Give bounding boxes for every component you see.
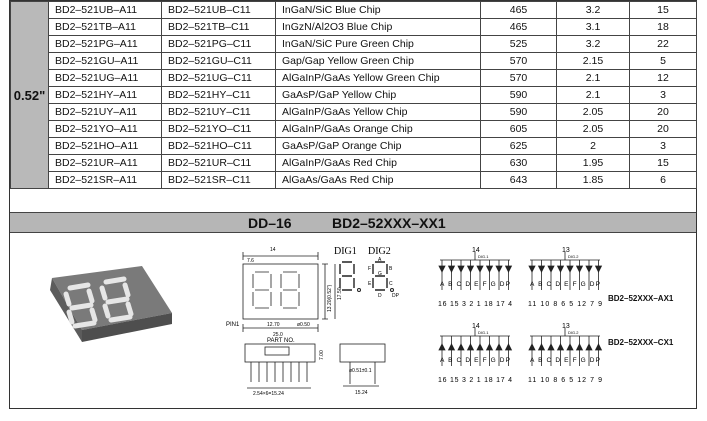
ax-part-label: BD2–52XXX–AX1	[608, 294, 674, 303]
forward-voltage-cell: 2.05	[557, 104, 630, 121]
dim-side2: ø0.51±0.1	[349, 368, 372, 374]
dim-h2: 17.50	[337, 287, 343, 300]
spec-table	[10, 1, 697, 189]
dim-w1: 12.70	[267, 322, 280, 328]
wavelength-cell: 590	[481, 104, 557, 121]
cathode-part-cell: BD2–521PG–C11	[162, 36, 276, 53]
ax-dig1-sub: DIG.1	[478, 254, 489, 259]
ax-com2: 13	[562, 247, 570, 254]
luminous-intensity-cell: 22	[630, 36, 697, 53]
diode-symbol	[529, 344, 535, 350]
wavelength-cell: 570	[481, 70, 557, 87]
anode-part-cell: BD2–521PG–A11	[49, 36, 162, 53]
anode-part-cell: BD2–521UB–A11	[49, 2, 162, 19]
cathode-part-cell: BD2–521HY–C11	[162, 87, 276, 104]
diode-symbol	[496, 344, 502, 350]
wavelength-cell: 643	[481, 172, 557, 189]
spec-row	[11, 19, 697, 36]
ax-segments-1: A B C D E F G DP	[440, 281, 510, 288]
cx-pins-2: 11 10 8 6 5 12 7 9	[528, 377, 602, 384]
cx-segments-1: A B C D E F G DP	[440, 357, 510, 364]
chip-material-cell: AlGaInP/GaAs Yellow Green Chip	[276, 70, 481, 87]
diode-symbol	[596, 344, 602, 350]
luminous-intensity-cell: 20	[630, 121, 697, 138]
seg-c-label: C	[389, 281, 393, 287]
dim-dp: ø0.50	[297, 322, 310, 328]
cathode-part-cell: BD2–521HO–C11	[162, 138, 276, 155]
spec-row	[11, 2, 697, 19]
dim-top: 14	[270, 247, 276, 253]
cx-dig2-sub: DIG.2	[568, 330, 579, 335]
diode-symbol	[449, 344, 455, 350]
dim-w2: 25.0	[273, 332, 283, 338]
dig1-label: DIG1	[334, 246, 357, 257]
chip-material-cell: AlGaInP/GaAs Yellow Chip	[276, 104, 481, 121]
diode-symbol	[577, 344, 583, 350]
seg-dp-label: DP	[392, 293, 399, 299]
schematic-cx	[430, 324, 600, 394]
spec-row	[11, 104, 697, 121]
seg-g-label: G	[378, 271, 382, 277]
spec-row	[11, 121, 697, 138]
cathode-part-cell: BD2–521SR–C11	[162, 172, 276, 189]
diode-symbol	[529, 266, 535, 272]
wavelength-cell: 625	[481, 138, 557, 155]
display-size-label: 0.52"	[11, 2, 49, 189]
package-drawings	[10, 234, 696, 409]
banner-package-code: DD–16	[248, 215, 292, 231]
wavelength-cell: 525	[481, 36, 557, 53]
diode-symbol	[487, 344, 493, 350]
ax-pins-2: 11 10 8 6 5 12 7 9	[528, 301, 602, 308]
cathode-part-cell: BD2–521UB–C11	[162, 2, 276, 19]
dim-pins: 2.54×6=15.24	[253, 391, 284, 397]
luminous-intensity-cell: 5	[630, 53, 697, 70]
cathode-part-cell: BD2–521UY–C11	[162, 104, 276, 121]
diode-symbol	[586, 266, 592, 272]
package-banner	[10, 212, 696, 233]
spec-row	[11, 36, 697, 53]
luminous-intensity-cell: 3	[630, 138, 697, 155]
spec-row	[11, 53, 697, 70]
forward-voltage-cell: 1.95	[557, 155, 630, 172]
diode-symbol	[596, 266, 602, 272]
chip-material-cell: GaAsP/GaP Yellow Chip	[276, 87, 481, 104]
spec-row	[11, 70, 697, 87]
chip-material-cell: GaAsP/GaP Orange Chip	[276, 138, 481, 155]
schematic-ax	[430, 248, 600, 318]
luminous-intensity-cell: 15	[630, 2, 697, 19]
diode-symbol	[586, 344, 592, 350]
cx-segments-2: A B C D E F G DP	[530, 357, 600, 364]
luminous-intensity-cell: 12	[630, 70, 697, 87]
diode-symbol	[539, 266, 545, 272]
ax-pins-1: 16 15 3 2 1 18 17 4	[438, 301, 512, 308]
diode-symbol	[558, 344, 564, 350]
forward-voltage-cell: 3.2	[557, 36, 630, 53]
cx-dig1-sub: DIG.1	[478, 330, 489, 335]
luminous-intensity-cell: 3	[630, 87, 697, 104]
forward-voltage-cell: 1.85	[557, 172, 630, 189]
spec-row	[11, 87, 697, 104]
cx-part-label: BD2–52XXX–CX1	[608, 338, 674, 347]
seg-a-label: A	[378, 257, 382, 263]
forward-voltage-cell: 2	[557, 138, 630, 155]
diode-symbol	[487, 266, 493, 272]
seg-b-label: B	[389, 266, 393, 272]
diode-symbol	[439, 344, 445, 350]
anode-part-cell: BD2–521TB–A11	[49, 19, 162, 36]
diode-symbol	[468, 344, 474, 350]
forward-voltage-cell: 2.05	[557, 121, 630, 138]
anode-part-cell: BD2–521SR–A11	[49, 172, 162, 189]
diode-symbol	[506, 266, 512, 272]
dim-side1: 7.00	[319, 350, 325, 360]
wavelength-cell: 570	[481, 53, 557, 70]
wavelength-cell: 590	[481, 87, 557, 104]
digit-segment-legend	[330, 244, 410, 324]
banner-part-series: BD2–52XXX–XX1	[332, 215, 446, 231]
dim-top2: 7.6	[247, 258, 254, 264]
cathode-part-cell: BD2–521UG–C11	[162, 70, 276, 87]
chip-material-cell: InGzN/Al2O3 Blue Chip	[276, 19, 481, 36]
cx-com1: 14	[472, 323, 480, 330]
seg-d-label: D	[378, 293, 382, 299]
display-photo	[32, 258, 182, 358]
anode-part-cell: BD2–521UG–A11	[49, 70, 162, 87]
ax-segments-2: A B C D E F G DP	[530, 281, 600, 288]
diode-symbol	[548, 344, 554, 350]
luminous-intensity-cell: 6	[630, 172, 697, 189]
luminous-intensity-cell: 18	[630, 19, 697, 36]
ax-com1: 14	[472, 247, 480, 254]
chip-material-cell: Gap/Gap Yellow Green Chip	[276, 53, 481, 70]
diode-symbol	[449, 266, 455, 272]
spec-row	[11, 155, 697, 172]
chip-material-cell: InGaN/SiC Pure Green Chip	[276, 36, 481, 53]
diode-symbol	[477, 266, 483, 272]
dim-side3: 15.24	[355, 390, 368, 396]
luminous-intensity-cell: 15	[630, 155, 697, 172]
luminous-intensity-cell: 20	[630, 104, 697, 121]
diode-symbol	[577, 266, 583, 272]
forward-voltage-cell: 2.1	[557, 70, 630, 87]
chip-material-cell: AlGaAs/GaAs Red Chip	[276, 172, 481, 189]
diode-symbol	[567, 266, 573, 272]
diode-symbol	[477, 344, 483, 350]
diode-symbol	[458, 344, 464, 350]
chip-material-cell: InGaN/SiC Blue Chip	[276, 2, 481, 19]
forward-voltage-cell: 3.1	[557, 19, 630, 36]
cathode-part-cell: BD2–521UR–C11	[162, 155, 276, 172]
anode-part-cell: BD2–521UR–A11	[49, 155, 162, 172]
diode-symbol	[558, 266, 564, 272]
diode-symbol	[496, 266, 502, 272]
cathode-part-cell: BD2–521TB–C11	[162, 19, 276, 36]
dim-h1: 13.20(0.52")	[327, 284, 333, 312]
wavelength-cell: 465	[481, 19, 557, 36]
diode-symbol	[506, 344, 512, 350]
diode-symbol	[539, 344, 545, 350]
ax-dig2-sub: DIG.2	[568, 254, 579, 259]
diode-symbol	[458, 266, 464, 272]
cathode-part-cell: BD2–521YO–C11	[162, 121, 276, 138]
anode-part-cell: BD2–521HO–A11	[49, 138, 162, 155]
spec-row	[11, 138, 697, 155]
datasheet-panel	[9, 0, 697, 409]
anode-part-cell: BD2–521UY–A11	[49, 104, 162, 121]
diode-symbol	[548, 266, 554, 272]
dig2-label: DIG2	[368, 246, 391, 257]
wavelength-cell: 605	[481, 121, 557, 138]
spec-row	[11, 172, 697, 189]
cx-com2: 13	[562, 323, 570, 330]
wavelength-cell: 630	[481, 155, 557, 172]
pin1-label: PIN1	[226, 322, 240, 328]
seg-e-label: E	[368, 281, 372, 287]
forward-voltage-cell: 3.2	[557, 2, 630, 19]
cx-pins-1: 16 15 3 2 1 18 17 4	[438, 377, 512, 384]
forward-voltage-cell: 2.15	[557, 53, 630, 70]
anode-part-cell: BD2–521HY–A11	[49, 87, 162, 104]
anode-part-cell: BD2–521GU–A11	[49, 53, 162, 70]
seg-f-label: F	[368, 266, 372, 272]
diode-symbol	[567, 344, 573, 350]
part-no-label: PART NO.	[267, 338, 295, 344]
wavelength-cell: 465	[481, 2, 557, 19]
diode-symbol	[468, 266, 474, 272]
forward-voltage-cell: 2.1	[557, 87, 630, 104]
chip-material-cell: AlGaInP/GaAs Red Chip	[276, 155, 481, 172]
anode-part-cell: BD2–521YO–A11	[49, 121, 162, 138]
diode-symbol	[439, 266, 445, 272]
cathode-part-cell: BD2–521GU–C11	[162, 53, 276, 70]
chip-material-cell: AlGaInP/GaAs Orange Chip	[276, 121, 481, 138]
